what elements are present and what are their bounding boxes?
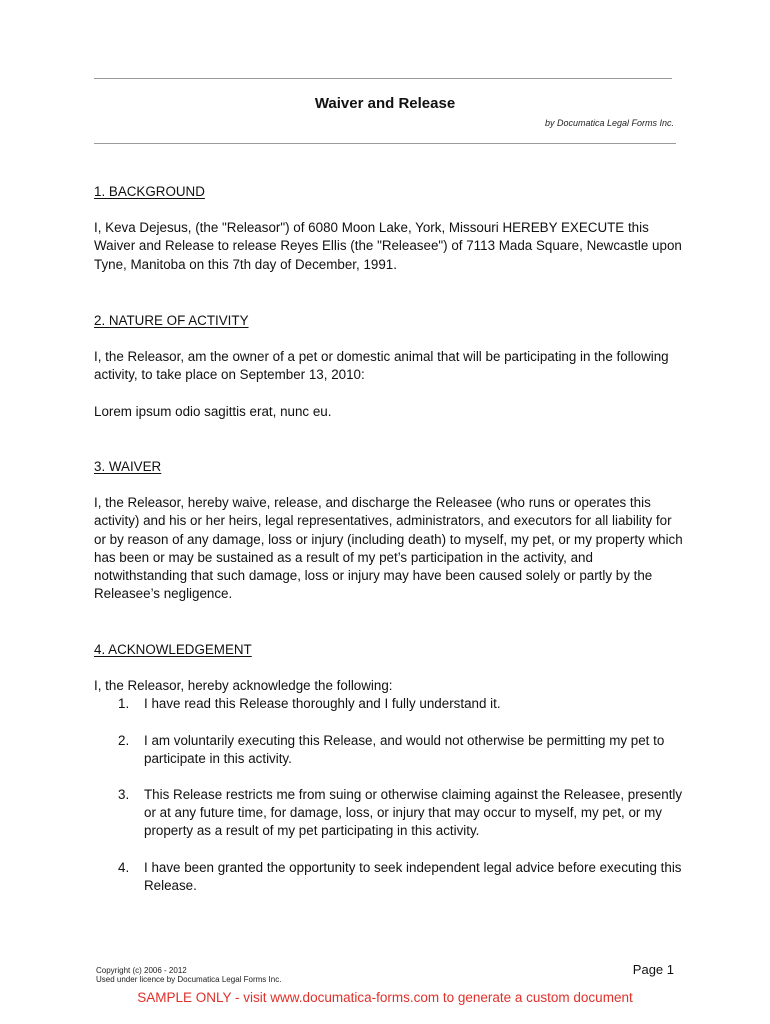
section-heading: 1. BACKGROUND xyxy=(94,184,205,199)
document-title: Waiver and Release xyxy=(314,95,456,112)
licence-line: Used under licence by Documatica Legal Forms Inc. xyxy=(96,975,282,984)
footer-copyright xyxy=(96,966,281,984)
list-item-number: 1. xyxy=(118,696,130,712)
section-acknowledgement xyxy=(94,641,684,895)
section-intro: I, the Releasor, hereby acknowledge the following: xyxy=(94,678,393,694)
top-divider xyxy=(94,78,672,79)
list-item xyxy=(94,695,684,713)
list-item xyxy=(94,786,684,841)
list-item xyxy=(94,732,684,768)
section-nature xyxy=(94,312,684,421)
activity-description: Lorem ipsum odio sagittis erat, nunc eu. xyxy=(94,403,332,419)
list-item xyxy=(94,859,684,895)
section-text: I, Keva Dejesus, (the "Releasor") of 6080 Moon Lake, York, Missouri HEREBY EXECUTE this Waiver and Release to release Reyes Ellis (the "Releasee") of 7113 Mada Square, Newcastle upon Tyne, Manitoba on this 7th day of December, 1991. xyxy=(94,220,682,272)
list-item-text: This Release restricts me from suing or otherwise claiming against the Releasee, presently or at any future time, for damage, loss, or injury that may occur to myself, my pet, or my property as a result of my pet participating in this activity. xyxy=(144,787,683,839)
header-divider xyxy=(94,143,676,144)
list-item-text: I am voluntarily executing this Release, and would not otherwise be permitting my pet to participate in this activity. xyxy=(144,732,665,766)
section-heading: 3. WAIVER xyxy=(94,459,162,474)
section-heading: 2. NATURE OF ACTIVITY xyxy=(94,313,249,328)
page-number: Page 1 xyxy=(632,962,674,977)
list-item-number: 3. xyxy=(118,787,130,803)
section-background xyxy=(94,183,684,274)
section-text: I, the Releasor, hereby waive, release, and discharge the Releasee (who runs or operates this activity) and his or her heirs, legal representatives, administrators, and executors for all liability for or by reason of any damage, loss or injury (including death) to myself, my pet, or my property which has been or may be sustained as a result of my pet’s participation in the activity, and notwithstanding that such damage, loss or injury may have been caused solely or partly by the Releasee’s negligence. xyxy=(94,495,683,602)
section-text: I, the Releasor, am the owner of a pet or domestic animal that will be participating in the following activity, to take place on September 13, 2010: xyxy=(94,349,669,383)
section-waiver xyxy=(94,458,684,603)
byline: by Documatica Legal Forms Inc. xyxy=(544,118,674,128)
list-item-number: 2. xyxy=(118,732,130,748)
acknowledgement-list xyxy=(94,695,684,895)
list-item-text: I have been granted the opportunity to seek independent legal advice before executing this Release. xyxy=(144,859,682,893)
sample-watermark: SAMPLE ONLY - visit www.documatica-forms.com to generate a custom document xyxy=(137,990,633,1005)
list-item-number: 4. xyxy=(118,859,130,875)
list-item-text: I have read this Release thoroughly and I fully understand it. xyxy=(144,696,501,712)
section-heading: 4. ACKNOWLEDGEMENT xyxy=(94,642,252,657)
copyright-line: Copyright (c) 2006 - 2012 xyxy=(96,966,187,975)
